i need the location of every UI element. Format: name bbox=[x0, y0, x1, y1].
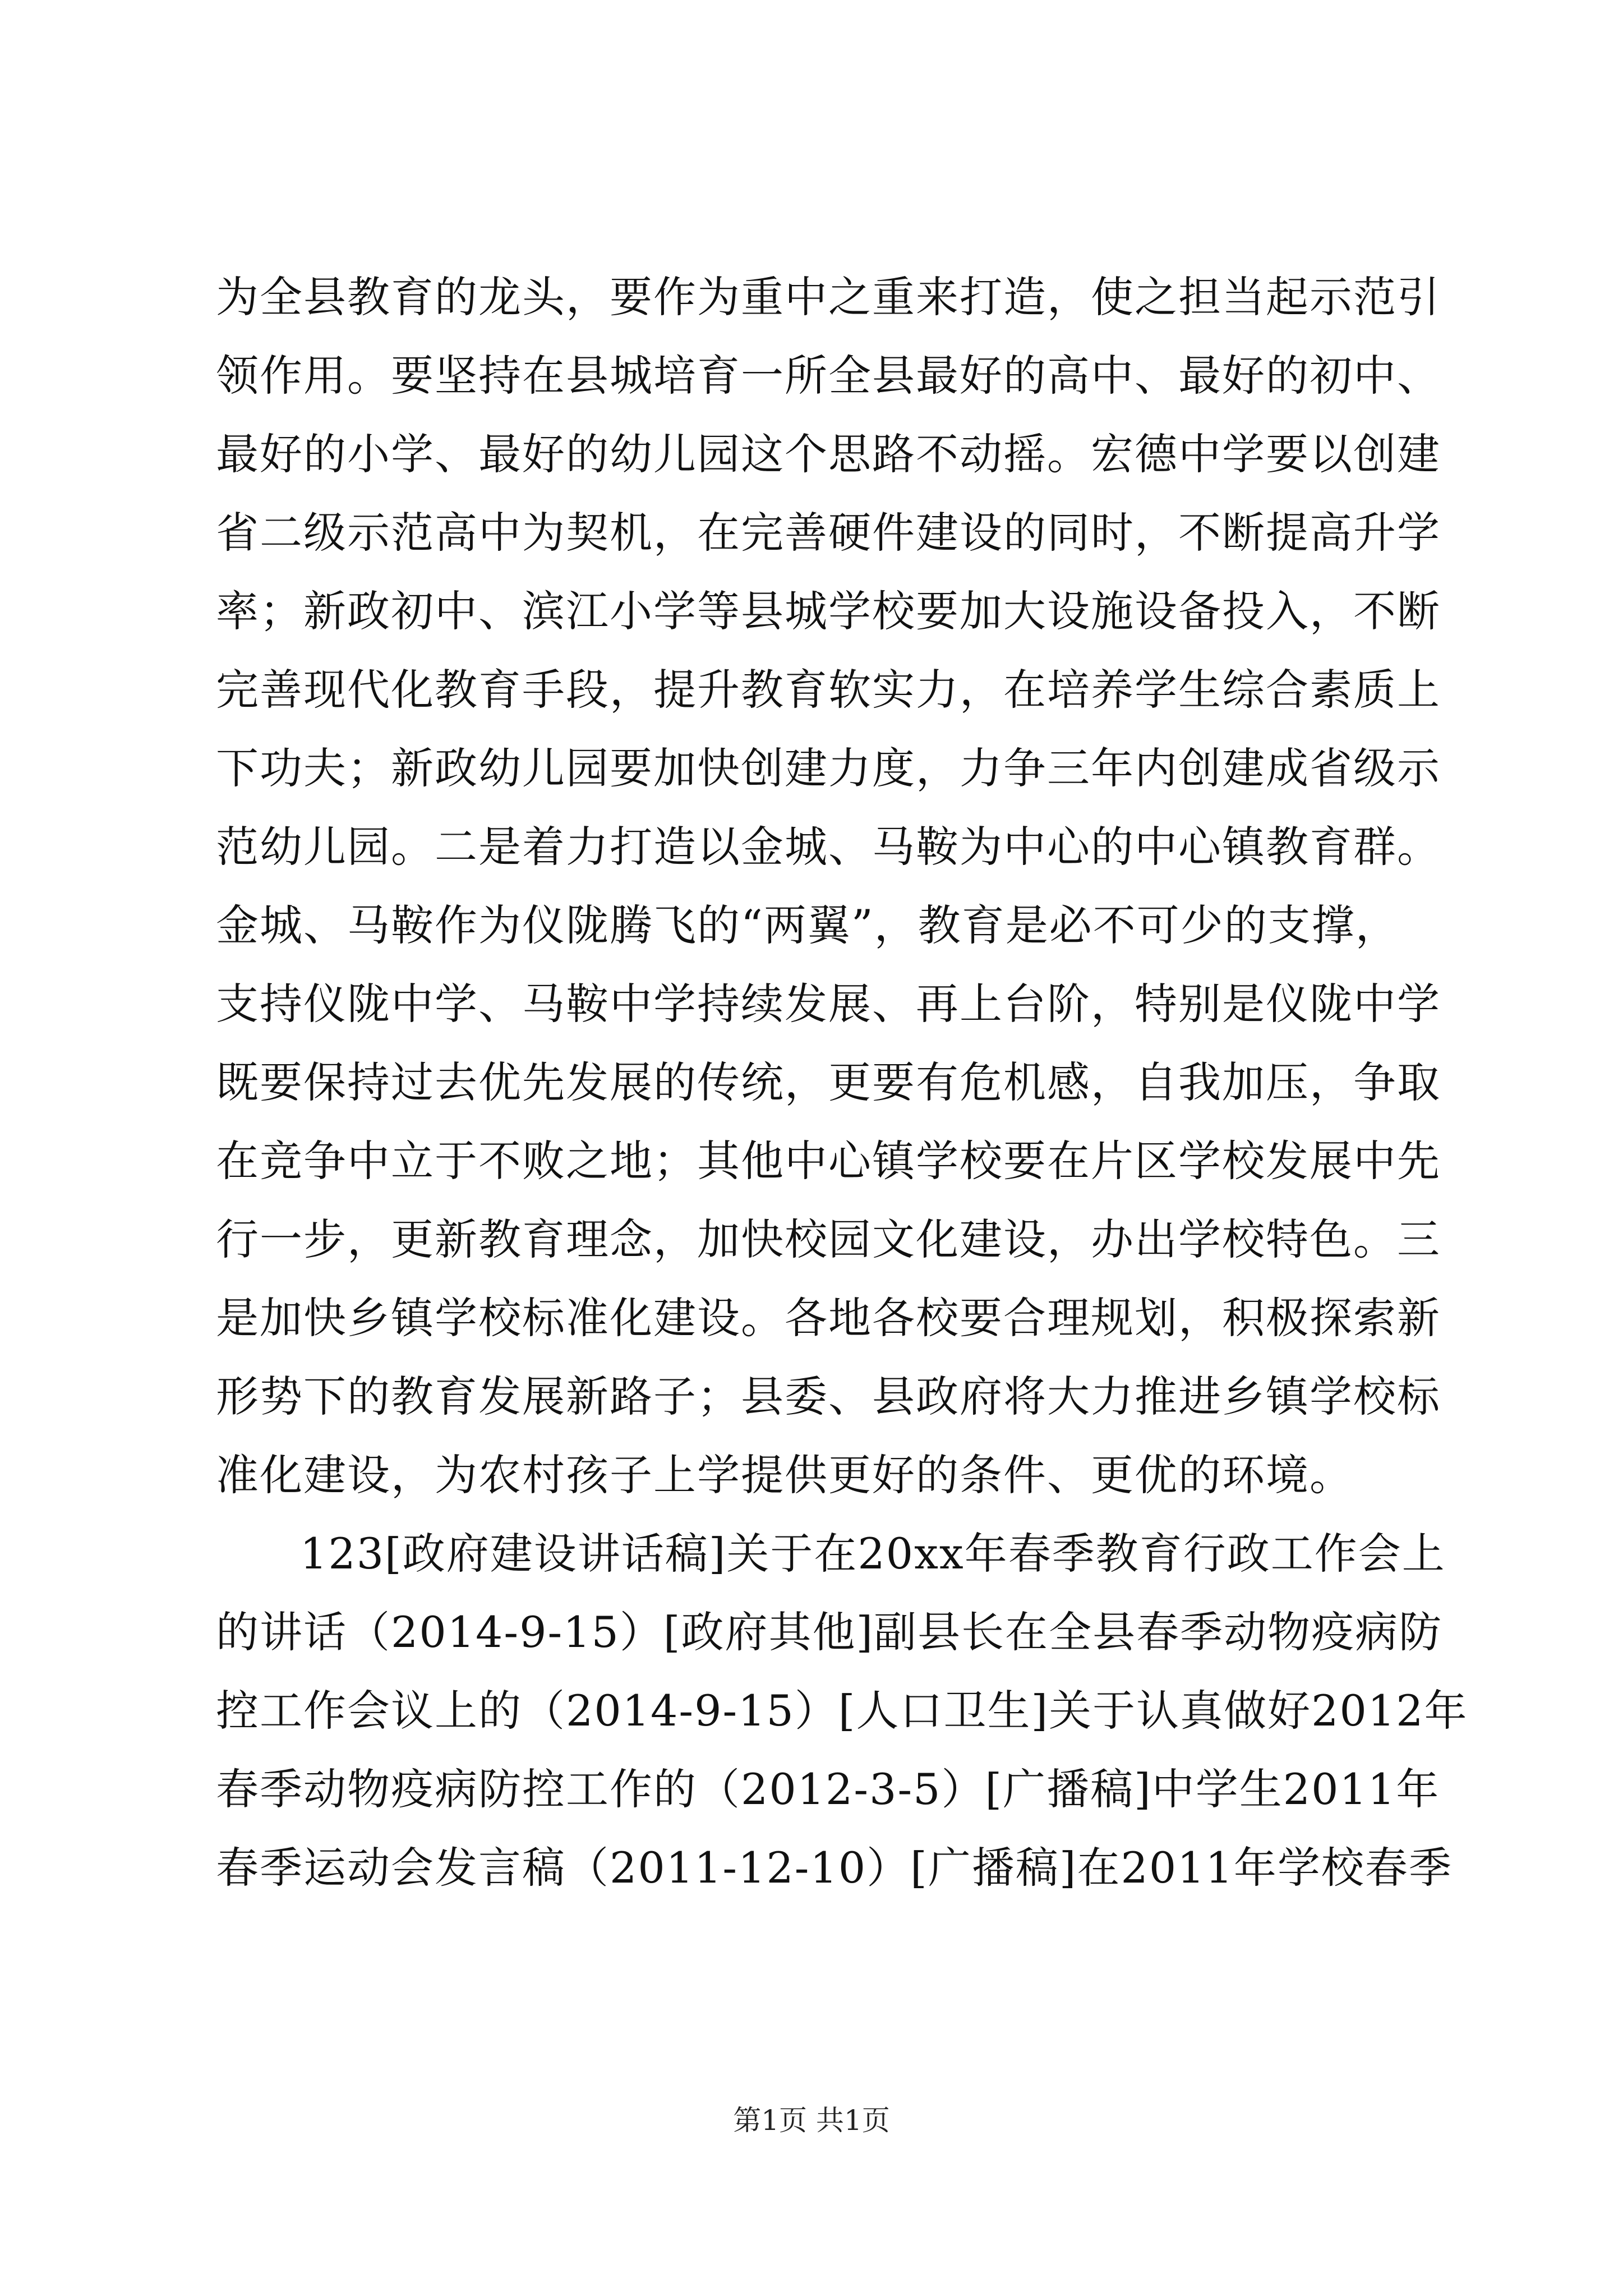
text-line: 春季动物疫病防控工作的（2012-3-5）[广播稿]中学生2011年 bbox=[216, 1764, 1440, 1814]
text-line: 省二级示范高中为契机，在完善硬件建设的同时，不断提高升学 bbox=[216, 508, 1441, 558]
page-footer: 第1页 共1页 bbox=[733, 2104, 890, 2137]
text-line: 是加快乡镇学校标准化建设。各地各校要合理规划，积极探索新 bbox=[216, 1293, 1441, 1343]
text-line: 范幼儿园。二是着力打造以金城、马鞍为中心的中心镇教育群。 bbox=[216, 822, 1441, 872]
text-line: 形势下的教育发展新路子；县委、县政府将大力推进乡镇学校标 bbox=[216, 1372, 1441, 1421]
document-body bbox=[216, 258, 1468, 1907]
text-line: 既要保持过去优先发展的传统，更要有危机感，自我加压，争取 bbox=[216, 1057, 1441, 1107]
text-line: 下功夫；新政幼儿园要加快创建力度，力争三年内创建成省级示 bbox=[216, 743, 1441, 793]
text-line: 领作用。要坚持在县城培育一所全县最好的高中、最好的初中、 bbox=[216, 351, 1441, 401]
text-line: 率；新政初中、滨江小学等县城学校要加大设施设备投入，不断 bbox=[216, 586, 1441, 636]
text-line: 行一步，更新教育理念，加快校园文化建设，办出学校特色。三 bbox=[216, 1214, 1441, 1264]
text-line: 支持仪陇中学、马鞍中学持续发展、再上台阶，特别是仪陇中学 bbox=[216, 979, 1441, 1029]
text-line: 春季运动会发言稿（2011-12-10）[广播稿]在2011年学校春季 bbox=[216, 1843, 1453, 1893]
text-line: 金城、马鞍作为仪陇腾飞的“两翼”，教育是必不可少的支撑， bbox=[216, 900, 1399, 950]
text-line: 为全县教育的龙头，要作为重中之重来打造，使之担当起示范引 bbox=[216, 272, 1441, 322]
text-line: 的讲话（2014-9-15）[政府其他]副县长在全县春季动物疫病防 bbox=[216, 1607, 1443, 1657]
text-line: 准化建设，为农村孩子上学提供更好的条件、更优的环境。 bbox=[216, 1450, 1353, 1500]
text-line: 在竞争中立于不败之地；其他中心镇学校要在片区学校发展中先 bbox=[216, 1136, 1441, 1186]
text-line: 最好的小学、最好的幼儿园这个思路不动摇。宏德中学要以创建 bbox=[216, 429, 1441, 479]
text-line: 123[政府建设讲话稿]关于在20xx年春季教育行政工作会上 bbox=[300, 1529, 1446, 1579]
text-line: 控工作会议上的（2014-9-15）[人口卫生]关于认真做好2012年 bbox=[216, 1686, 1468, 1736]
text-line: 完善现代化教育手段，提升教育软实力，在培养学生综合素质上 bbox=[216, 665, 1441, 715]
